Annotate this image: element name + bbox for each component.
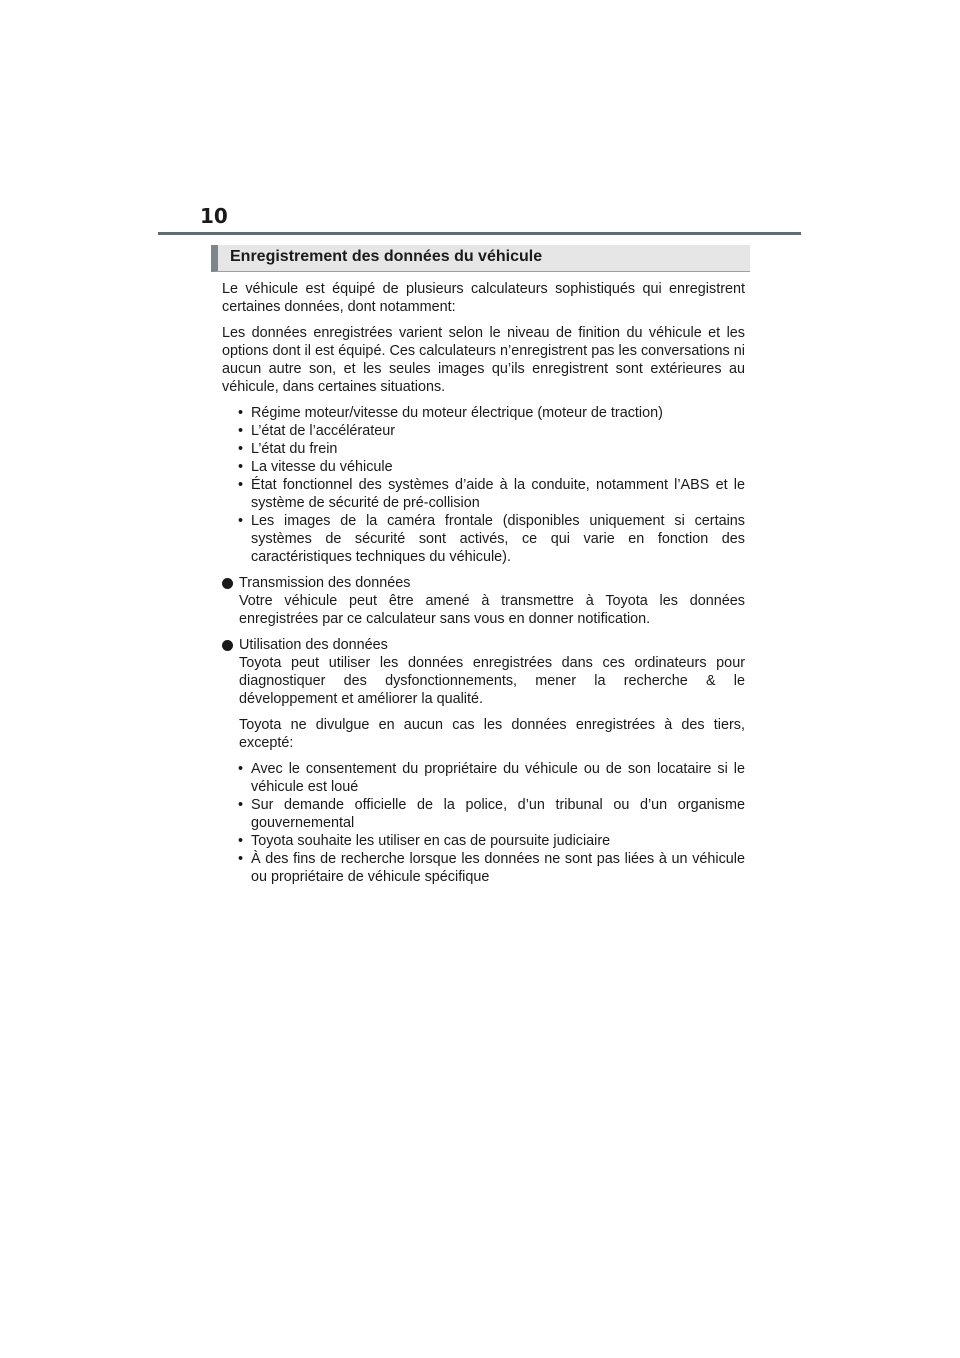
section-title: Enregistrement des données du véhicule bbox=[230, 248, 543, 265]
bullet-icon: • bbox=[238, 405, 244, 421]
list-item: • État fonctionnel des systèmes d’aide à la conduite, notamment l’ABS et le système de sécurité de pré-collision bbox=[238, 477, 745, 511]
usage-title: Utilisation des données bbox=[239, 637, 388, 653]
list-item: • Avec le consentement du propriétaire du véhicule ou de son locataire si le véhicule est loué bbox=[238, 761, 745, 795]
section-header bbox=[211, 245, 750, 272]
transmission-section bbox=[222, 574, 745, 628]
recorded-data-list bbox=[222, 404, 745, 566]
list-item: • L’état de l’accélérateur bbox=[238, 423, 395, 439]
usage-section bbox=[222, 636, 745, 708]
intro-paragraph: Les données enregistrées varient selon le niveau de finition du véhicule et les options dont il est équipé. Ces calculateurs n’enregistrent pas les conversations ni aucun autre son, et les seules images qu’ils enregistrent sont extérieures au véhicule, dans certaines situations. bbox=[222, 325, 745, 395]
list-item: • La vitesse du véhicule bbox=[238, 459, 393, 475]
page-number: 10 bbox=[200, 204, 228, 228]
bullet-icon: • bbox=[238, 459, 244, 475]
content-body bbox=[222, 280, 745, 894]
exceptions-list bbox=[222, 760, 745, 886]
circle-bullet-icon bbox=[222, 578, 233, 589]
list-item: • Régime moteur/vitesse du moteur électrique (moteur de traction) bbox=[238, 405, 663, 421]
bullet-icon: • bbox=[238, 441, 244, 457]
usage-body: Toyota peut utiliser les données enregistrées dans ces ordinateurs pour diagnostiquer des dysfonctionnements, mener la recherche & le développement et améliorer la qualité. bbox=[239, 655, 745, 707]
intro-paragraph: Le véhicule est équipé de plusieurs calculateurs sophistiqués qui enregistrent certaines données, dont notamment: bbox=[222, 281, 745, 315]
bullet-icon: • bbox=[238, 797, 244, 813]
bullet-icon: • bbox=[238, 477, 244, 493]
bullet-icon: • bbox=[238, 761, 244, 777]
list-item: • L’état du frein bbox=[238, 441, 338, 457]
bullet-icon: • bbox=[238, 423, 244, 439]
transmission-title: Transmission des données bbox=[239, 575, 411, 591]
header-rule bbox=[158, 232, 801, 235]
disclosure-block bbox=[222, 716, 745, 752]
list-item: • Les images de la caméra frontale (disponibles uniquement si certains systèmes de sécurité sont activés, ce qui varie en fonction des caractéristiques techniques du véhicule). bbox=[238, 513, 745, 565]
transmission-body: Votre véhicule peut être amené à transmettre à Toyota les données enregistrées par ce calculateur sans vous en donner notification. bbox=[239, 593, 745, 627]
bullet-icon: • bbox=[238, 851, 244, 867]
list-item: • Toyota souhaite les utiliser en cas de poursuite judiciaire bbox=[238, 833, 611, 849]
list-item: • Sur demande officielle de la police, d’un tribunal ou d’un organisme gouvernemental bbox=[238, 797, 745, 831]
disclosure-paragraph: Toyota ne divulgue en aucun cas les données enregistrées à des tiers, excepté: bbox=[239, 717, 745, 751]
circle-bullet-icon bbox=[222, 640, 233, 651]
bullet-icon: • bbox=[238, 833, 244, 849]
bullet-icon: • bbox=[238, 513, 244, 529]
list-item: • À des fins de recherche lorsque les données ne sont pas liées à un véhicule ou propriétaire de véhicule spécifique bbox=[238, 851, 745, 885]
